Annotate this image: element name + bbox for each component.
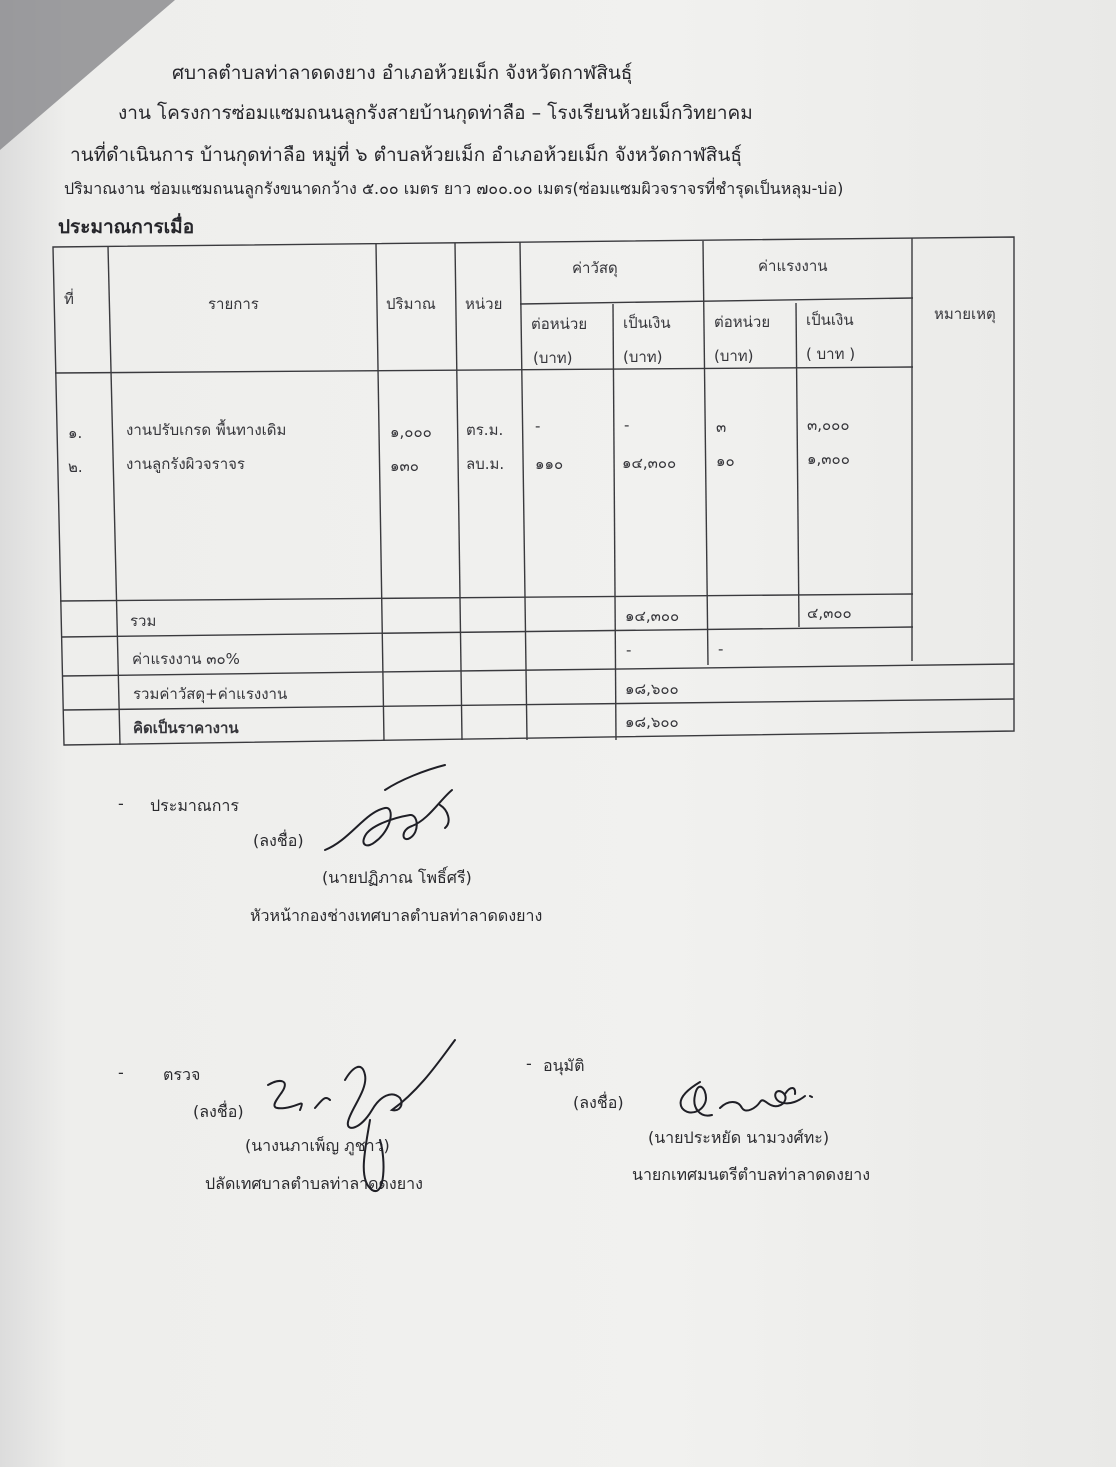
header-estimate-date: ประมาณการเมื่อ: [58, 216, 195, 238]
signature-check: [268, 1040, 455, 1191]
col-header-remark: หมายเหตุ: [934, 305, 996, 323]
labor-percent-mat: -: [626, 641, 632, 659]
total-material: ๑๔,๓๐๐: [625, 607, 680, 625]
row2-mat-amount: ๑๔,๓๐๐: [622, 454, 677, 472]
check-sign-label: (ลงชื่อ): [193, 1102, 244, 1121]
approve-name: (นายประหยัด นามวงศ์ทะ): [648, 1128, 830, 1147]
row1-item: งานปรับเกรด พื้นทางเดิม: [126, 421, 287, 439]
col-header-labor: ค่าแรงงาน: [758, 257, 828, 275]
subheader-lab-amount: เป็นเงิน: [806, 311, 854, 329]
estimate-name: (นายปฏิภาณ โพธิ์ศรี): [322, 868, 472, 887]
approve-dash: -: [526, 1054, 532, 1073]
subheader-mat-per-unit: ต่อหน่วย: [531, 315, 588, 333]
row1-qty: ๑,๐๐๐: [390, 423, 432, 441]
row2-qty: ๑๓๐: [390, 457, 419, 475]
price-label: คิดเป็นราคางาน: [133, 719, 239, 737]
row1-unit: ตร.ม.: [466, 421, 504, 439]
header-work-volume: ปริมาณงาน ซ่อมแซมถนนลูกรังขนาดกว้าง ๕.๐๐ เมตร ยาว ๗๐๐.๐๐ เมตร(ซ่อมแซมผิวจราจรที่ชำรุดเป็นหลุม-บ่อ): [64, 179, 844, 198]
col-header-no: ที่: [64, 290, 74, 308]
col-header-unit: หน่วย: [465, 295, 503, 313]
row2-unit: ลบ.ม.: [466, 455, 505, 473]
approve-position: นายกเทศมนตรีตำบลท่าลาดดงยาง: [632, 1165, 871, 1184]
estimate-dash: -: [118, 794, 124, 813]
estimate-sign-label: (ลงชื่อ): [253, 831, 304, 850]
signature-approve: [681, 1082, 812, 1116]
subheader-baht-2: (บาท): [623, 348, 663, 366]
row2-lab-amount: ๑,๓๐๐: [807, 450, 850, 468]
labor-percent-label: ค่าแรงงาน ๓๐%: [132, 650, 240, 668]
signature-estimate: [325, 765, 452, 850]
row1-no: ๑.: [68, 424, 83, 442]
total-label: รวม: [130, 612, 157, 630]
approve-label: อนุมัติ: [543, 1056, 585, 1075]
subheader-baht-1: (บาท): [533, 349, 573, 367]
row2-item: งานลูกรังผิวจราจร: [126, 455, 245, 473]
subheader-mat-amount: เป็นเงิน: [623, 314, 671, 332]
header-location: านที่ดำเนินการ บ้านกุดท่าลือ หมู่ที่ ๖ ตำบลห้วยเม็ก อำเภอห้วยเม็ก จังหวัดกาฬสินธุ์: [70, 144, 742, 166]
row1-lab-unit: ๓: [716, 418, 727, 436]
check-label: ตรวจ: [163, 1065, 201, 1084]
subheader-baht-3: (บาท): [714, 347, 754, 365]
col-header-qty: ปริมาณ: [386, 295, 436, 313]
row2-mat-unit: ๑๑๐: [535, 455, 564, 473]
check-position: ปลัดเทศบาลตำบลท่าลาดดงยาง: [205, 1174, 423, 1193]
estimate-position: หัวหน้ากองช่างเทศบาลตำบลท่าลาดดงยาง: [250, 906, 543, 925]
approve-sign-label: (ลงชื่อ): [573, 1093, 624, 1112]
check-dash: -: [118, 1063, 124, 1082]
sum-label: รวมค่าวัสดุ+ค่าแรงงาน: [133, 685, 288, 703]
sum-value: ๑๘,๖๐๐: [625, 680, 679, 698]
col-header-material: ค่าวัสดุ: [572, 259, 618, 277]
subheader-lab-per-unit: ต่อหน่วย: [714, 313, 771, 331]
row2-lab-unit: ๑๐: [716, 452, 735, 470]
check-name: (นางนภาเพ็ญ ภูชาว): [245, 1136, 390, 1155]
subheader-baht-4: ( บาท ): [806, 345, 856, 363]
estimate-label: ประมาณการ: [150, 796, 239, 815]
header-project: งาน โครงการซ่อมแซมถนนลูกรังสายบ้านกุดท่าลือ – โรงเรียนห้วยเม็กวิทยาคม: [118, 102, 753, 124]
row1-mat-amount: -: [624, 416, 630, 434]
row2-no: ๒.: [68, 458, 83, 476]
row1-mat-unit: -: [535, 417, 541, 435]
price-value: ๑๘,๖๐๐: [625, 713, 679, 731]
total-labor: ๔,๓๐๐: [807, 604, 852, 622]
row1-lab-amount: ๓,๐๐๐: [807, 416, 850, 434]
col-header-item: รายการ: [208, 295, 259, 313]
header-municipality: ศบาลตำบลท่าลาดดงยาง อำเภอห้วยเม็ก จังหวัดกาฬสินธุ์: [172, 62, 633, 84]
labor-percent-lab: -: [718, 640, 724, 658]
